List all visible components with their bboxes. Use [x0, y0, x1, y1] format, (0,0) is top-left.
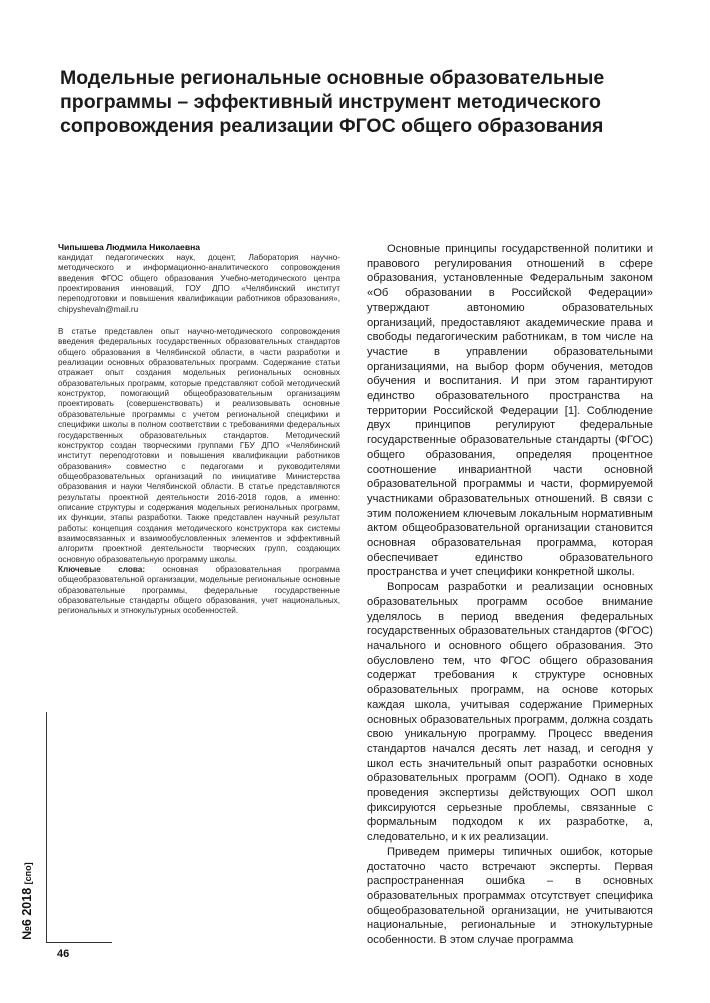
keywords-text: основная образовательная программа общеобразовательной организации, модельные региональные основные образовательные программы, федеральные государственные образовательные стандарты общего образования, учет национальных, региональных и этнокультурных особенностей. [58, 564, 340, 616]
issue-label [20, 862, 34, 940]
author-name: Чипышева Людмила Николаевна [58, 242, 201, 252]
title-line: Модельные региональные основные образовательные [60, 67, 605, 89]
metadata-column [58, 242, 340, 617]
author-affiliation: кандидат педагогических наук, доцент, Лаборатория научно-методического и информационно-аналитического сопровождения введения ФГОС общего образования Учебно-методического центра проектирования инноваций, ГОУ ДПО «Челябинский институт переподготовки и повышения квалификации работников образования», chipyshevaln@mail.ru [58, 253, 340, 314]
footer-rule [46, 942, 112, 943]
article-body [367, 242, 653, 948]
title-line: программы – эффективный инструмент методического [60, 91, 601, 113]
body-paragraph: Вопросам разработки и реализации основных образовательных программ особое внимание уделялось в период введения федеральных государственных образовательных стандартов (ФГОС) начального и основного общего образования. Это обусловлено тем, что ФГОС общего образования содержат требования к структуре основных образовательных программ, на основе которых каждая школа, учитывая содержание Примерных основных образовательных программ, должна создать свою уникальную программу. Процесс введения стандартов начался десять лет назад, и сегодня у школ есть значительный опыт разработки основных образовательных программ (ООП). Однако в ходе проведения экспертизы действующих ООП школ фиксируются серьезные проблемы, связанные с формальным подходом к их разработке, а, следовательно, и к их реализации. [367, 581, 653, 844]
issue-number: №6 2018 [20, 887, 34, 940]
series-label: [спо] [23, 862, 33, 885]
title-line: сопровождения реализации ФГОС общего образования [60, 115, 604, 137]
keywords [58, 565, 340, 617]
body-paragraph: Приведем примеры типичных ошибок, которые достаточно часто встречают эксперты. Первая распространенная ошибка – в основных образовательных программах отсутствует специфика общеобразовательной организации, не учитываются национальные, региональные и этнокультурные особенности. В этом случае программа [367, 845, 653, 947]
margin-rule [46, 712, 47, 942]
keywords-label: Ключевые слова: [58, 564, 146, 574]
article-title [60, 66, 660, 138]
body-paragraph: Основные принципы государственной политики и правового регулирования отношений в сфере образования, установленные Федеральным законом «Об образовании в Российской Федерации» утверждают автономию образовательных организаций, предоставляют академические права и свободы педагогическим работникам, в том числе на участие в управлении образовательными организациями, на выбор форм обучения, методов обучения и воспитания. И при этом гарантируют единство образовательного пространства на территории Российской Федерации [1]. Соблюдение двух принципов регулируют федеральные государственные образовательные стандарты (ФГОС) общего образования, определяя процентное соотношение инвариантной части основной образовательной программы и части, формируемой участниками образовательных отношений. В связи с этим положением ключевым локальным нормативным актом общеобразовательной организации становится основная образовательная программа, которая обеспечивает единство образовательного пространства и учет специфики конкретной школы. [367, 243, 653, 579]
page-number: 46 [57, 948, 70, 960]
abstract: В статье представлен опыт научно-методического сопровождения введения федеральных государственных образовательных стандартов общего образования в Челябинской области, в части разработки и реализации основных образовательных программ. Содержание статьи отражает опыт создания модельных региональных основных образовательных программ, которые представляют собой методический конструктор, помогающий общеобразовательным организациям проектировать (совершенствовать) и реализовывать основные образовательные программы с учетом региональной специфики и специфики школы в полном соответствии с требованиями федеральных государственных образовательных стандартов. Методический конструктор создан творческими группами ГБУ ДПО «Челябинский институт переподготовки и повышения квалификации работников образования» совместно с педагогами и руководителями общеобразовательных организаций по инициативе Министерства образования и науки Челябинской области. В статье представляются результаты проектной деятельности 2016-2018 годов, а именно: описание структуры и содержания модельных региональных программ, их функции, этапы разработки. Также представлен научный результат работы: концепция создания методического конструктора как системы взаимосвязанных и взаимообусловленных элементов и эффективный алгоритм проектной деятельности творческих групп, создающих основную образовательную программу школы. [58, 327, 340, 564]
